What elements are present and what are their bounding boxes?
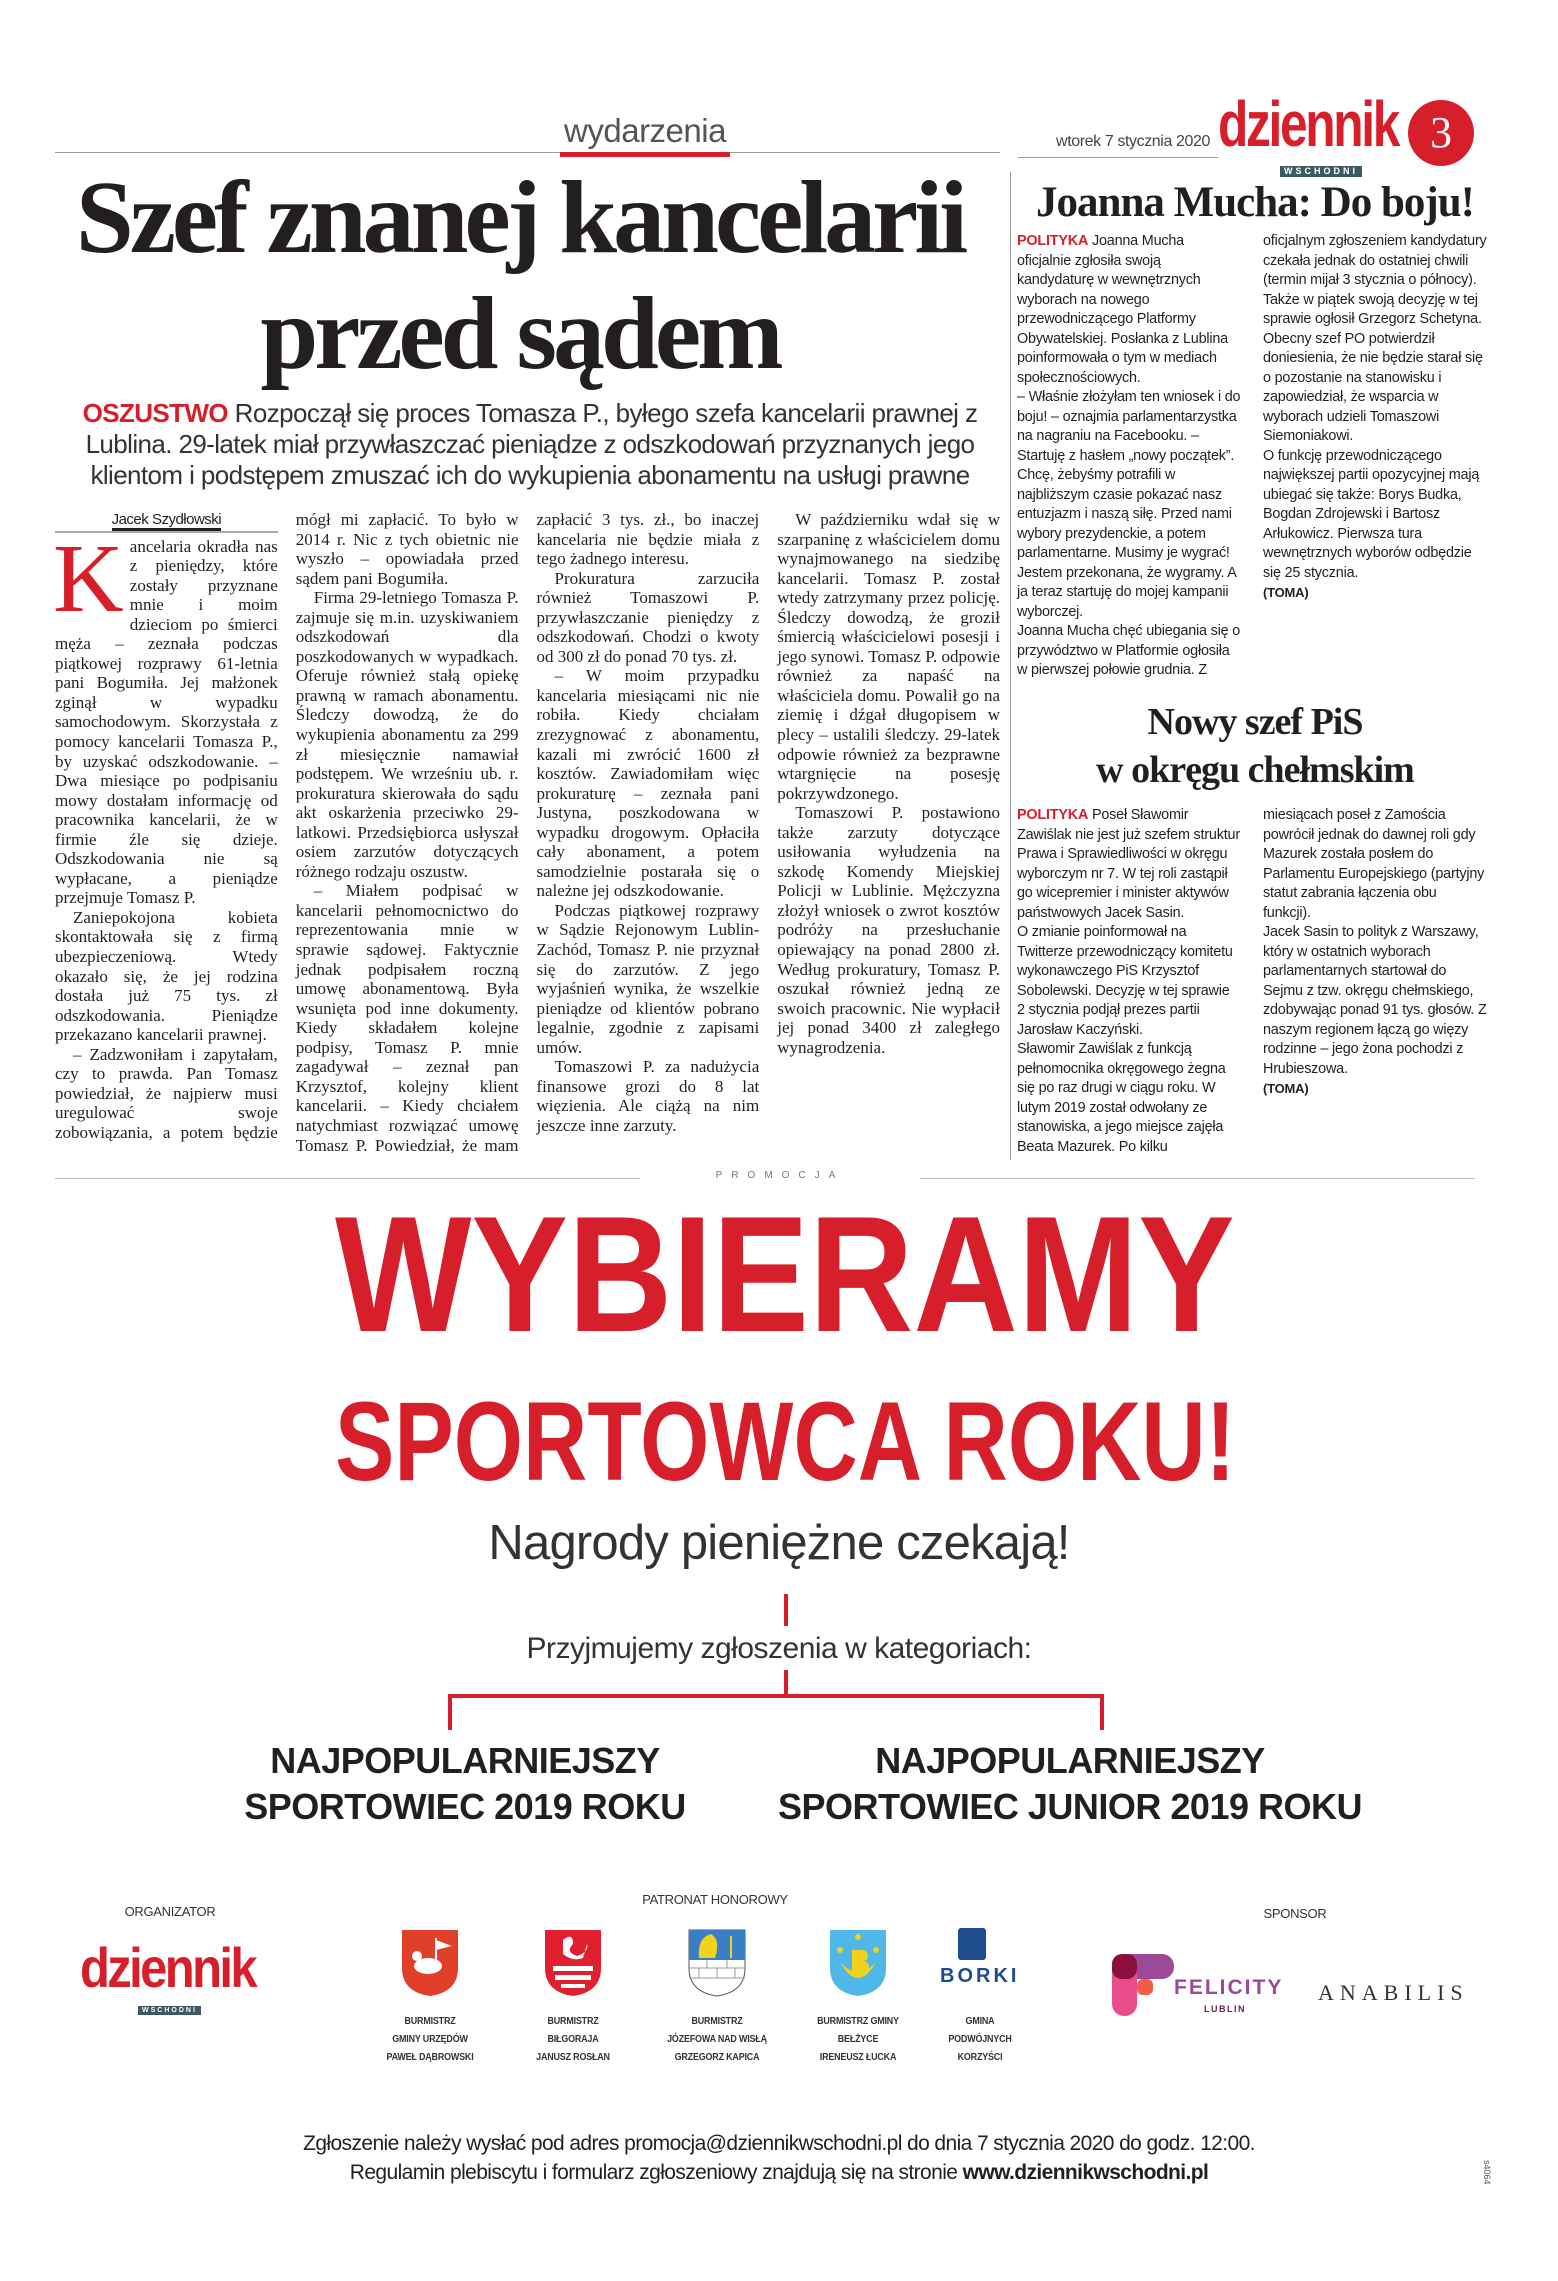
sponsor-label: SPONSOR <box>1263 1906 1327 1921</box>
article-paragraph: Tomaszowi P. za nadużycia finansowe grozi do 8 lat więzienia. Ale ciążą na nim jeszcze inne zarzuty. <box>536 1057 760 1135</box>
article-paragraph: Tomaszowi P. postawiono także zarzuty dotyczące usiłowania wyłudzenia na szkodę Komendy Miejskiej Policji w Lublinie. Mężczyzna złożył wniosek o zwrot kosztów podróży na przesłuchanie opiewający na ponad 2800 zł. Według prokuratury, Tomasz P. oszukał również jedną ze swoich pracownic. Nie wypłacił jej ponad 3400 zł zaległego wynagrodzenia. <box>777 803 1000 1057</box>
paragraph-text: Poseł Sławomir Zawiślak nie jest już szefem struktur Prawa i Sprawiedliwości w okręgu wyborczym nr 7. W tej roli zastąpił go wicepremier i minister aktywów państwowych Jacek Sasin. <box>1017 807 1240 921</box>
headline-line-2 <box>40 276 1000 391</box>
caption-line: JÓZEFOWA NAD WISŁĄ <box>667 2033 767 2045</box>
patron-label: PATRONAT HONOROWY <box>642 1892 788 1907</box>
connector-line <box>784 1670 788 1696</box>
date-rule <box>1018 157 1218 158</box>
logo-subtitle: WSCHODNI <box>138 2006 201 2015</box>
caption-line: BURMISTRZ GMINY <box>817 2015 899 2027</box>
title-line: w okręgu chełmskim <box>1096 749 1414 791</box>
side-paragraph: O zmianie poinformował na Twitterze przewodniczący komitetu wykonawczego PiS Krzysztof Sobolewski. Decyzję w tej sprawie 2 stycznia podjął prezes partii Jarosław Kaczyński. <box>1017 924 1233 1038</box>
connector-line <box>1100 1694 1104 1730</box>
side-article-2-body <box>1017 806 1487 1161</box>
logo-text: dziennik <box>1218 88 1399 160</box>
author-name: Jacek Szydłowski <box>112 511 222 531</box>
caption-line: PODWÓJNYCH <box>948 2033 1012 2045</box>
caption-line: GMINY URZĘDÓW <box>392 2033 468 2045</box>
section-underline <box>560 152 730 157</box>
article-paragraph: Zaniepokojona kobieta skontaktowała się z firmą ubezpieczeniową. Wtedy okazało się, że jej rodzina dostała już 75 tys. zł odszkodowania. Pieniądze przekazano kancelarii prawnej. <box>55 907 278 1045</box>
paragraph-text: Joanna Mucha oficjalnie zgłosiła swoją kandydaturę w wewnętrznych wyborach na nowego przewodniczącego Platformy Obywatelskiej. Posłanka z Lublina poinformowała o tym w mediach społecznościowych. <box>1017 233 1228 386</box>
side-kicker: POLITYKA <box>1017 807 1089 823</box>
promo-accept: Przyjmujemy zgłoszenia w kategoriach: <box>526 1632 1032 1665</box>
caption-line: BURMISTRZ <box>691 2015 743 2027</box>
caption-line: BURMISTRZ <box>404 2015 456 2027</box>
caption-line: IRENEUSZ ŁUCKA <box>819 2051 897 2063</box>
title-line: Nowy szef PiS <box>1147 701 1363 743</box>
organizer-label: ORGANIZATOR <box>124 1904 216 1919</box>
category-1 <box>200 1738 730 1830</box>
category-2 <box>745 1738 1395 1830</box>
felicity-city: LUBLIN <box>1204 2004 1246 2014</box>
drop-cap: K <box>53 524 124 633</box>
caption-line: GRZEGORZ KAPICA <box>674 2051 760 2063</box>
headline-line-1 <box>40 160 1000 275</box>
category-line: SPORTOWIEC 2019 ROKU <box>244 1786 686 1827</box>
patron-caption <box>929 2012 1031 2066</box>
headline-text: przed sądem <box>260 276 780 391</box>
article-paragraph: Podczas piątkowej rozprawy w Sądzie Rejonowym Lublin-Zachód, Tomasz P. nie przyznał się do zarzutów. Z jego wyjaśnień wynika, że wszelkie pieniądze od klientów pobrano legalnie, zgodnie z zapisami umów. <box>536 900 760 1057</box>
lead-kicker: OSZUSTWO <box>82 398 229 428</box>
caption-line: KORZYŚCI <box>957 2051 1003 2063</box>
felicity-logo[interactable] <box>1110 1952 1300 2027</box>
organizer-logo[interactable] <box>80 1936 260 2022</box>
patron-caption <box>379 2012 481 2066</box>
print-code: s4064 <box>1482 2160 1492 2185</box>
patron-caption <box>666 2012 768 2066</box>
logo-text: dziennik <box>80 1936 256 1999</box>
patron-caption <box>807 2012 909 2066</box>
promo-title-line-1: WYBIERAMY <box>335 1182 1235 1366</box>
headline-text: Szef znanej kancelarii <box>75 160 965 275</box>
column-divider <box>1010 172 1011 1160</box>
article-paragraph: Firma 29-letniego Tomasza P. zajmuje się m.in. uzyskiwaniem odszkodowań dla poszkodowanych w wypadkach. Oferuje również stałą opiekę prawną w ramach abonamentu. Śledczy dowodzą, że do wykupienia abonamentu za 299 zł miesięcznie namawiał podstępem. We wrześniu ub. r. prokuratura skierowała do sądu akt oskarżenia przeciwko 29-latkowi. Przedsiębiorca usłyszał osiem zarzutów dotyczących różnego rodzaju oszustw. <box>295 588 519 881</box>
side-paragraph: Joanna Mucha chęć ubiegania się o przywództwo w Platformie ogłosiła w pierwszej połowie grudnia. Z oficjalnym zgłoszeniem kandydatury czekała jednak do ostatniej chwili (termin mijał 3 stycznia o północy). <box>1017 233 1487 678</box>
borki-emblem-icon <box>958 1928 986 1960</box>
promo-label: PROMOCJA <box>640 1170 920 1181</box>
connector-line <box>448 1694 452 1730</box>
logo-subtitle: WSCHODNI <box>1280 166 1362 177</box>
article-paragraph: – Miałem podpisać w kancelarii pełnomocnictwo do reprezentowania mnie w sprawie sądowej. Faktycznie jednak podpisałem roczną umowę abonamentową. Była wsunięta pod inne dokumenty. Kiedy składałem kolejne podpisy, Tomasz P. mnie zagadywał – zeznał pan Krzysztof, kolejny klient kancelarii. – Kiedy chciałem natychmiast rozwiązać umowę Tomasz P. Powiedział, że mam zapłacić 3 tys. zł., bo inaczej kancelaria nie będzie miała z tego żadnego interesu. <box>295 510 760 1155</box>
article-paragraph: W październiku wdał się w szarpaninę z właścicielem domu wynajmowanego na siedzibę kancelarii. Tomasz P. został wtedy zatrzymany przez policję. Śledczy dowodzą, że groził śmiercią właścicielowi posesji i jego synowi. Tomasz P. odpowie również za napaść na właściciela domu. Powalił go na ziemię i dźgał długopisem w plecy – ustalili śledczy. 29-latek odpowie również za bezprawne wtargnięcie na posesję pokrzywdzonego. <box>777 510 1000 803</box>
connector-line <box>448 1694 1104 1698</box>
caption-line: JANUSZ ROSŁAN <box>536 2051 610 2063</box>
footer-line-1: Zgłoszenie należy wysłać pod adres promocja@dziennikwschodni.pl do dnia 7 stycznia 2020 do godz. 12:00. <box>303 2132 1255 2155</box>
anabilis-logo[interactable]: ANABILIS <box>1318 1980 1469 2005</box>
promo-title-line-2: SPORTOWCA ROKU! <box>335 1379 1236 1504</box>
side-paragraph: Sławomir Zawiślak z funkcją pełnomocnika okręgowego żegna się po raz drugi w ciągu roku. W lutym 2019 został odwołany ze stanowiska, a jego miejsce zajęła Beata Mazurek. Po kilku miesiącach poseł z Zamościa powrócił jednak do dawnej roli gdy Mazurek została posłem do Parlamentu Europejskiego (partyjny statut zabrania łączenia obu funkcji). <box>1017 807 1485 1155</box>
side-paragraph <box>1017 232 1241 388</box>
crest-bilgoraj-icon <box>543 1928 603 1998</box>
caption-line: PAWEŁ DĄBROWSKI <box>386 2051 474 2063</box>
caption-line: BEŁŻYCE <box>837 2033 879 2045</box>
borki-logo[interactable] <box>940 1928 1020 2008</box>
masthead-logo[interactable] <box>1218 88 1400 178</box>
side-paragraph: O funkcję przewodniczącego największej partii opozycyjnej mają ubiegać się także: Borys Budka, Bogdan Zdrojewski i Bartosz Arłukowicz. Pierwsza tura wewnętrznych wyborów odbędzie się 25 stycznia. <box>1263 447 1480 581</box>
title-text: Joanna Mucha: Do boju! <box>1036 179 1474 226</box>
side-article-2-title <box>1015 698 1495 794</box>
section-label: wydarzenia <box>564 112 726 149</box>
article-paragraph: – Zadzwoniłam i zapytałam, czy to prawda. Pan Tomasz powiedział, że najpierw musi uregulować swoje zobowiązania, a potem będzie mógł mi zapłacić. To było w 2014 r. Nic z tych obietnic nie wyszło – opowiadała przed sądem pani Bogumiła. <box>55 510 519 1142</box>
page-number: 3 <box>1408 100 1474 166</box>
caption-line: GMINA <box>965 2015 995 2027</box>
felicity-name: FELICITY <box>1174 1976 1284 1999</box>
patron-caption <box>522 2012 624 2066</box>
footer-text: Regulamin plebiscytu i formularz zgłoszeniowy znajdują się na stronie <box>349 2161 958 2184</box>
side-kicker: POLITYKA <box>1017 233 1089 249</box>
signature: (TOMA) <box>1263 1081 1309 1096</box>
felicity-emblem-icon <box>1110 1952 1174 2016</box>
header-rule <box>55 152 1000 153</box>
caption-line: BIŁGORAJA <box>547 2033 599 2045</box>
side-paragraph: – Właśnie złożyłam ten wniosek i do boju! – oznajmia parlamentarzystka na nagraniu na Facebooku. – Startuję z hasłem „nowy początek”. Chcę, żebyśmy potrafili w najbliższym czasie pokazać nasz entuzjazm i naszą siłę. Przed nami wybory prezydenckie, a potem parlamentarne. Musimy je wygrać! Jestem przekonana, że wygramy. A ja teraz startuję do mojej kampanii wyborczej. <box>1017 389 1241 620</box>
paragraph-text: ancelaria okradła nas z pieniędzy, które zostały przyznane mnie i moim dzieciom po śmierci męża – zeznała podczas piątkowej rozprawy 61-letnia pani Bogumiła. Jej małżonek zginął w wypadku samochodowym. Skorzystała z pomocy kancelarii Tomasza P., by uzyskać odszkodowanie. – Dwa miesiące po podpisaniu mowy dostałam informację od pracownika kancelarii, że w firmie źle się dzieje. Odszkodowania nie są wypłacane, a pieniądze przejmuje Tomasz P. <box>55 536 278 908</box>
article-body <box>55 510 1000 1158</box>
article-paragraph: Prokuratura zarzuciła również Tomaszowi P. przywłaszczanie pieniędzy z odszkodowań. Chodzi o kwoty od 300 zł do ponad 70 tys. zł. <box>536 568 760 666</box>
article-paragraph: – W moim przypadku kancelaria miesiącami nic nie robiła. Kiedy chciałam zrezygnować z abonamentu, kazali mi zwrócić 1600 zł kosztów. Zawiadomiłam więc prokuraturę – zeznała pani Justyna, poszkodowana w wypadku drogowym. Opłaciła cały abonament, a potem samodzielnie postarała się o należne jej odszkodowanie. <box>536 666 760 901</box>
side-article-1-body <box>1017 232 1487 682</box>
footer-line-2 <box>0 2160 1558 2186</box>
category-line: SPORTOWIEC JUNIOR 2019 ROKU <box>778 1786 1362 1827</box>
category-line: NAJPOPULARNIEJSZY <box>875 1740 1265 1781</box>
side-paragraph: Jacek Sasin to polityk z Warszawy, który w ostatnich wyborach parlamentarnych startował do Sejmu z tzw. okręgu chełmskiego, zdobywając ponad 91 tys. głosów. Z naszym regionem łączą go więzy rodzinne – jego żona pochodzi z Hrubieszowa. <box>1263 924 1487 1077</box>
lead-text: Rozpoczął się proces Tomasza P., byłego szefa kancelarii prawnej z Lublina. 29-latek miał przywłaszczać pieniądze z odszkodowań przyznanych jego klientom i podstępem zmuszać ich do wykupienia abonamentu na usługi prawne <box>85 398 978 490</box>
side-article-1-title <box>1015 179 1495 227</box>
article-lead <box>50 398 1010 491</box>
side-paragraph: Także w piątek swoją decyzję w tej sprawie ogłosił Grzegorz Schetyna. Obecny szef PO potwierdził doniesienia, że nie będzie starał się o pozostanie na stanowisku i zapowiedział, że wsparcia w wyborach udzieli Tomaszowi Siemoniakowi. <box>1263 291 1483 444</box>
crest-jozefow-icon <box>687 1928 747 1998</box>
category-line: NAJPOPULARNIEJSZY <box>270 1740 660 1781</box>
crest-belzyce-icon <box>828 1928 888 1998</box>
caption-line: BURMISTRZ <box>547 2015 599 2027</box>
side-paragraph <box>1017 806 1241 923</box>
footer-url-link[interactable]: www.dziennikwschodni.pl <box>962 2161 1209 2184</box>
crest-urzedow-icon <box>400 1928 460 1998</box>
connector-line <box>784 1594 788 1626</box>
issue-date: wtorek 7 stycznia 2020 <box>1056 133 1210 150</box>
signature: (TOMA) <box>1263 585 1309 600</box>
borki-logo-text: BORKI <box>940 1965 1020 1987</box>
promo-prizes: Nagrody pieniężne czekają! <box>488 1516 1070 1570</box>
article-paragraph <box>53 524 278 908</box>
